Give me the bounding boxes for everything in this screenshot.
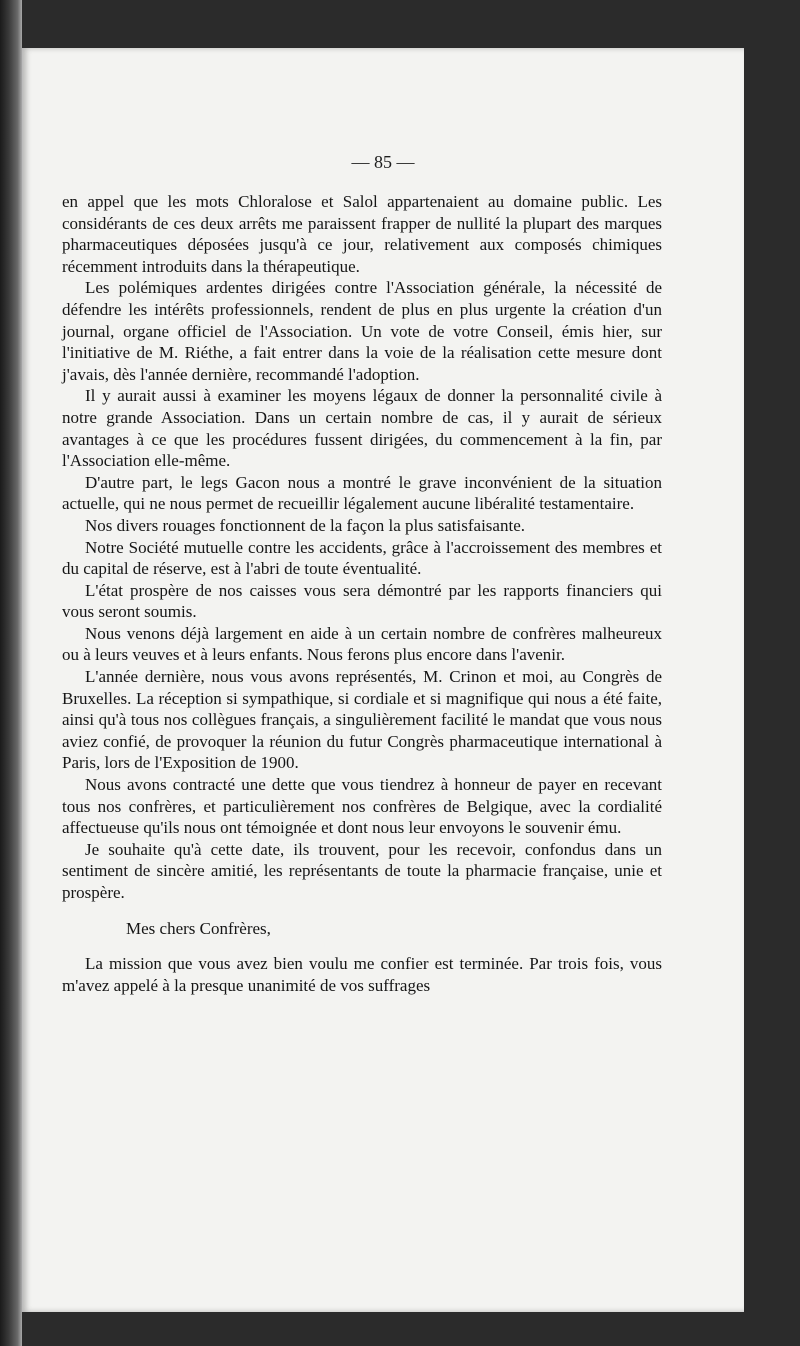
paragraph: D'autre part, le legs Gacon nous a montré le grave inconvénient de la situation actuelle, qui ne nous permet de recueillir légalement aucune libéralité testamentaire.: [62, 472, 662, 514]
page-number: — 85 —: [351, 152, 415, 172]
paragraph: Nos divers rouages fonctionnent de la façon la plus satisfaisante.: [85, 515, 525, 535]
document-page: [22, 48, 744, 1312]
paragraph: Nous venons déjà largement en aide à un certain nombre de confrères malheureux ou à leurs veuves et à leurs enfants. Nous ferons plus encore dans l'avenir.: [62, 623, 662, 665]
paragraph: L'année dernière, nous vous avons représentés, M. Crinon et moi, au Congrès de Bruxelles. La réception si sympathique, si cordiale et si magnifique qui nous a été faite, ainsi qu'à tous nos collègues français, a singulièrement facilité le mandat que vous nous aviez confié, de provoquer la réunion du futur Congrès pharmaceutique international à Paris, lors de l'Exposition de 1900.: [62, 667, 662, 773]
paragraph: Les polémiques ardentes dirigées contre l'Association générale, la nécessité de défendre les intérêts professionnels, rendent de plus en plus urgente la création d'un journal, organe officiel de l'Association. Un vote de votre Conseil, émis hier, sur l'initiative de M. Riéthe, a fait entrer dans la voie de la réalisation cette mesure dont j'avais, dès l'année dernière, recommandé l'adoption.: [62, 278, 662, 384]
closing-paragraph: La mission que vous avez bien voulu me confier est terminée. Par trois fois, vous m'avez appelé à la presque unanimité de vos suffrages: [62, 954, 662, 995]
salutation: Mes chers Confrères,: [126, 918, 271, 938]
body-text: [62, 191, 662, 996]
paragraph: L'état prospère de nos caisses vous sera démontré par les rapports financiers qui vous seront soumis.: [62, 580, 662, 622]
paragraph: Notre Société mutuelle contre les accidents, grâce à l'accroissement des membres et du capital de réserve, est à l'abri de toute éventualité.: [62, 537, 662, 579]
paragraph: Nous avons contracté une dette que vous tiendrez à honneur de payer en recevant tous nos confrères, et particulièrement nos confrères de Belgique, avec la cordialité affectueuse qu'ils nous ont témoignée et dont nous leur envoyons le souvenir ému.: [62, 775, 662, 838]
paragraph: en appel que les mots Chloralose et Salol appartenaient au domaine public. Les considérants de ces deux arrêts me paraissent frapper de nullité la plupart des marques pharmaceutiques déposées jusqu'à ce jour, relativement aux composés chimiques récemment introduits dans la thérapeutique.: [62, 192, 662, 276]
scan-binding-edge: [0, 0, 22, 1346]
paragraph: Il y aurait aussi à examiner les moyens légaux de donner la personnalité civile à notre grande Association. Dans un certain nombre de cas, il y aurait de sérieux avantages à ce que les procédures fussent dirigées, du commencement à la fin, par l'Association elle-même.: [62, 386, 662, 471]
paragraph: Je souhaite qu'à cette date, ils trouvent, pour les recevoir, confondus dans un sentiment de sincère amitié, les représentants de toute la pharmacie française, unie et prospère.: [62, 839, 662, 902]
